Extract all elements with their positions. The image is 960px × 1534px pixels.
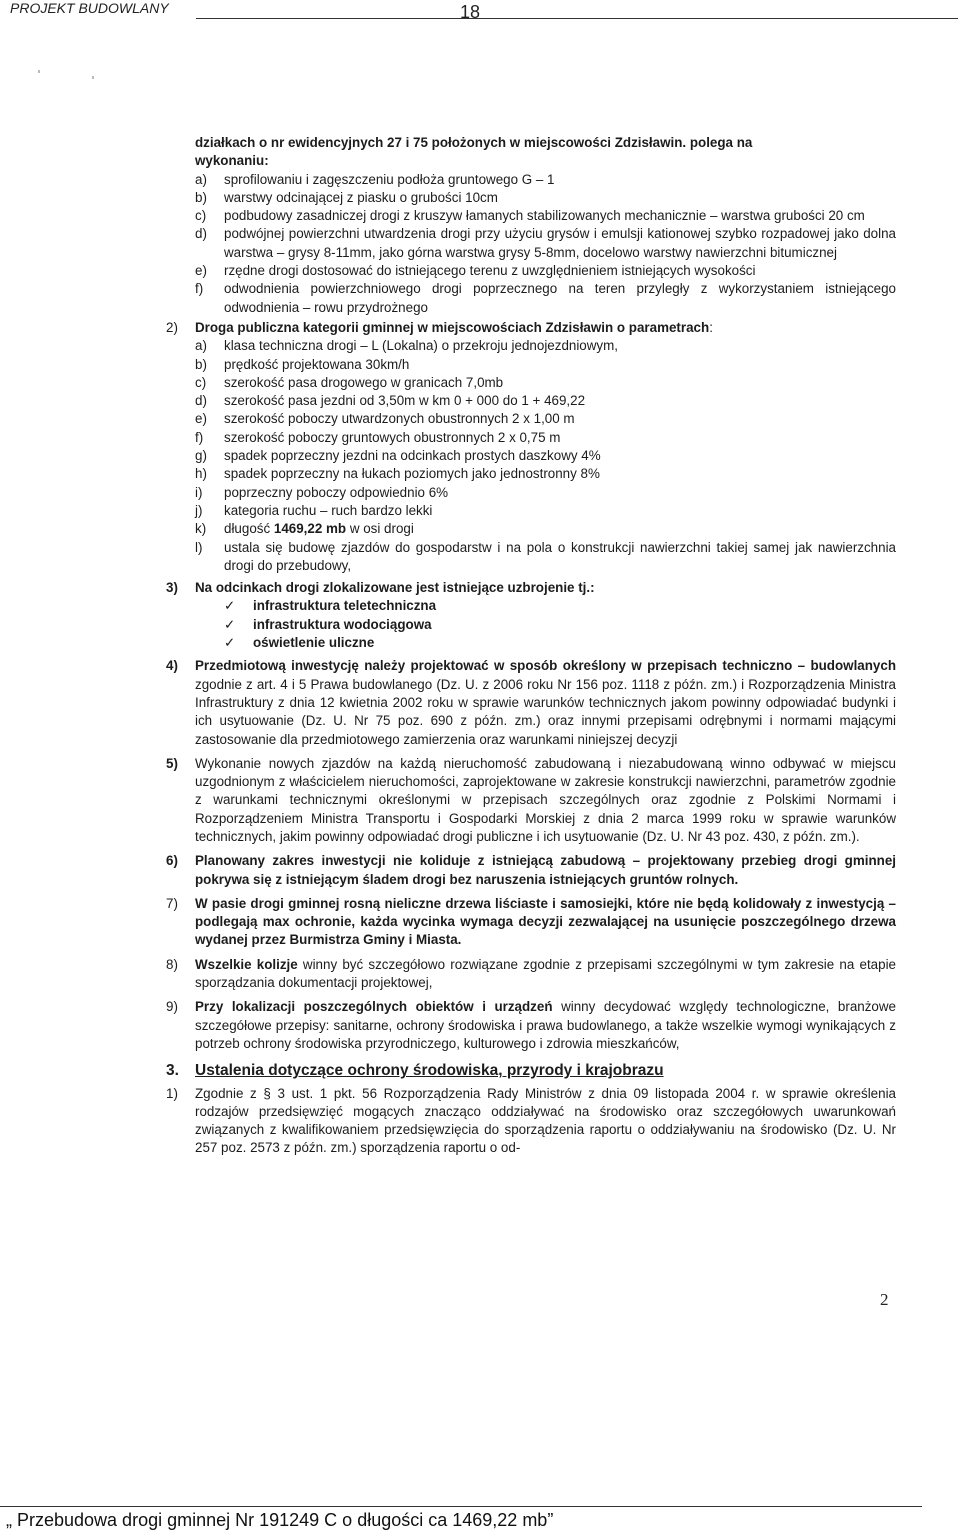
scan-speck [92, 76, 94, 79]
list-item [195, 207, 896, 225]
intro-line-1: działkach o nr ewidencyjnych 27 i 75 położonych w miejscowości Zdzisławin. polega na [195, 135, 753, 150]
list-item: c) szerokość pasa drogowego w granicach 7,0mb [195, 374, 504, 390]
point-7 [166, 895, 896, 950]
list-item: e) szerokość poboczy utwardzonych obustronnych 2 x 1,00 m [195, 411, 575, 427]
list-item: d) szerokość pasa jezdni od 3,50m w km 0 + 000 do 1 + 469,22 [195, 393, 586, 409]
scanned-page [166, 134, 896, 1158]
list-item: f) szerokość poboczy gruntowych obustronnych 2 x 0,75 m [195, 429, 561, 445]
point-5 [166, 755, 896, 846]
point-marker: 1) [166, 1085, 178, 1101]
check-icon: ✓ [224, 598, 236, 614]
list-item [195, 280, 896, 317]
section-3-point-1 [166, 1085, 896, 1158]
header-page-number: 18 [460, 2, 481, 22]
point-5-text: Wykonanie nowych zjazdów na każdą nieruchomość zabudowaną i niezabudowaną winno odbywać w miejscu uzgodnionym z właścicielem nieruchomości, zaprojektowane w zakresie konstrukcji nawierzchni, parametrów zgodnie z warunkami technicznymi określonymi w przepisach szczególnych oraz zgodnie z Polskimi Normami i Rozporządzeniem Ministra Transportu i Gospodarki Morskiej z dnia 2 marca 1999 roku w sprawie warunków technicznych, jakim powinny odpowiadać drogi publiczne i ich usytuowanie (Dz. U. Nr 43 poz. 430, z późn. zm.). [195, 755, 896, 844]
point-marker: 3) [166, 580, 178, 596]
point-2 [166, 319, 896, 575]
list-item [195, 171, 896, 189]
header-title: PROJEKT BUDOWLANY [10, 0, 169, 16]
point-3 [166, 579, 896, 597]
point-6-text: Planowany zakres inwestycji nie koliduje z istniejącą zabudową – projektowany przebieg drogi gminnej pokrywa się z istniejącym śladem drogi bez naruszenia istniejących gruntów rolnych. [195, 853, 896, 887]
item-text: rzędne drogi dostosować do istniejącego terenu z uwzględnieniem istniejących wysokości [224, 263, 756, 279]
checklist-item: ✓ infrastruktura wodociągowa [224, 616, 896, 634]
point-marker: 6) [166, 853, 178, 869]
item-text: odwodnienia powierzchniowego drogi poprzecznego na teren przyległy z wykorzystaniem istniejącego odwodnienia – rowu przydrożnego [224, 281, 896, 315]
point-4 [166, 657, 896, 748]
list-item: i) poprzeczny poboczy odpowiednio 6% [195, 484, 449, 500]
item-text: sprofilowaniu i zagęszczeniu podłoża gruntowego G – 1 [224, 171, 555, 187]
point-marker: 5) [166, 755, 178, 771]
list-item: l) ustala się budowę zjazdów do gospodarstw i na pola o konstrukcji nawierzchni takiej samej jak nawierzchnia drogi do przebudowy, [195, 539, 896, 573]
header-divider [196, 18, 958, 19]
scan-speck [38, 70, 40, 73]
list-item: a) klasa techniczna drogi – L (Lokalna) o przekroju jednojezdniowym, [195, 338, 618, 354]
item-text: podwójnej powierzchni utwardzenia drogi przy użyciu grysów i emulsji kationowej szybko rozpadowej jako dolna warstwa – grysy 8-11mm, jako górna warstwa grysy 5-8mm, docelowo warstwy nawierzchni bitumicznej [224, 226, 896, 260]
list-item [195, 189, 896, 207]
intro-line-2: wykonaniu: [195, 153, 269, 169]
point-9-text: Przy lokalizacji poszczególnych obiektów i urządzeń winny decydować względy technologiczne, branżowe szczegółowe przepisy: sanitarne, ochrony środowiska i prawa budowlanego, a także wszelkie wymogi wynikających z potrzeb ochrony środowiska przyrodniczego, kulturowego i zdrowia mieszkańców, [195, 999, 896, 1051]
check-icon: ✓ [224, 635, 236, 651]
point-7-text: W pasie drogi gminnej rosną nieliczne drzewa liściaste i samosiejki, które nie będą kolidowały z inwestycją – podlegają max ochronie, każda wycinka wymaga decyzji zezwalającej na usunięcie poszczególnego drzewa wydanej przez Burmistrza Gminy i Miasta. [195, 895, 896, 948]
item-marker: c) [195, 208, 207, 224]
footer-divider [0, 1506, 922, 1507]
section-title: Ustalenia dotyczące ochrony środowiska, przyrody i krajobrazu [195, 1062, 664, 1080]
item-marker: e) [195, 263, 207, 279]
list-item: h) spadek poprzeczny na łukach poziomych jako jednostronny 8% [195, 466, 600, 482]
point-4-text: Przedmiotową inwestycję należy projektować w sposób określony w przepisach techniczno – budowlanych zgodnie z art. 4 i 5 Prawa budowlanego (Dz. U. z 2006 roku Nr 156 poz. 1118 z późn. zm.) i Rozporządzenia Ministra Infrastruktury z dnia 12 kwietnia 2002 roku w sprawie warunków technicznych jakom powinny odpowiadać budynki i ich usytuowanie (Dz. U. Nr 75 poz. 690 z późn. zm.) oraz innymi przepisami odrębnymi i normami mającymi zastosowanie dla przedmiotowego zamierzenia oraz warunkami niniejszej decyzji [195, 658, 896, 747]
checklist-item: ✓ oświetlenie uliczne [224, 634, 896, 652]
list-item [195, 225, 896, 262]
point-marker: 4) [166, 658, 178, 674]
check-icon: ✓ [224, 616, 236, 632]
point-9 [166, 998, 896, 1053]
footer-text: „ Przebudowa drogi gminnej Nr 191249 C o długości ca 1469,22 mb” [6, 1510, 554, 1530]
checklist-item: ✓ infrastruktura teletechniczna [224, 597, 896, 615]
intro-list [166, 171, 896, 317]
list-item: k) długość 1469,22 mb w osi drogi [195, 521, 414, 537]
item-marker: f) [195, 281, 204, 297]
section-3-heading [166, 1062, 896, 1080]
item-marker: b) [195, 189, 207, 205]
list-item: b) prędkość projektowana 30km/h [195, 356, 410, 372]
point-3-heading: Na odcinkach drogi zlokalizowane jest istniejące uzbrojenie tj.: [195, 580, 595, 596]
point-6 [166, 852, 896, 889]
item-text: warstwy odcinającej z piasku o grubości 10cm [224, 189, 498, 205]
item-marker: d) [195, 226, 207, 242]
item-marker: a) [195, 171, 207, 187]
list-item [195, 262, 896, 280]
section-3-point-1-text: Zgodnie z § 3 ust. 1 pkt. 56 Rozporządzenia Rady Ministrów z dnia 09 listopada 2004 r. w sprawie określenia rodzajów przedsięwzięć mogących znacząco oddziaływać na środowisko oraz szczegółowych uwarunkowań związanych z kwalifikowaniem przedsięwzięcia do sporządzenia raportu o oddziaływaniu na środowisko (Dz. U. Nr 257 poz. 2573 z późn. zm.) sporządzenia raportu o od- [195, 1085, 896, 1156]
point-8-text: Wszelkie kolizje winny być szczegółowo rozwiązane zgodnie z przepisami szczególnymi w tym zakresie na etapie sporządzania dokumentacji projektowej, [195, 956, 896, 991]
point-marker: 2) [166, 319, 178, 335]
scan-page-number: 2 [880, 1290, 889, 1309]
point-marker: 7) [166, 895, 178, 911]
section-number: 3. [166, 1062, 179, 1080]
point-2-heading: Droga publiczna kategorii gminnej w miejscowościach Zdzisławin o parametrach: [195, 319, 713, 335]
item-text: podbudowy zasadniczej drogi z kruszyw łamanych stabilizowanych mechanicznie – warstwa grubości 20 cm [224, 208, 865, 224]
list-item: j) kategoria ruchu – ruch bardzo lekki [195, 502, 433, 518]
point-8 [166, 956, 896, 993]
point-marker: 8) [166, 956, 178, 972]
point-marker: 9) [166, 999, 178, 1015]
list-item: g) spadek poprzeczny jezdni na odcinkach prostych daszkowy 4% [195, 448, 601, 464]
